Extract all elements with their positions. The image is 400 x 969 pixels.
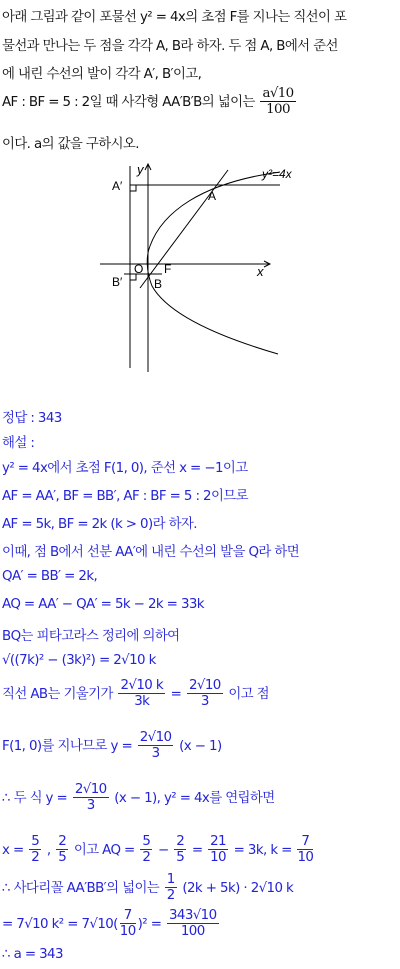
step-12-frac-3-den: 2: [142, 850, 151, 866]
step-12-frac-4-den: 5: [176, 850, 185, 866]
step-12-c: 이고 AQ =: [73, 842, 135, 858]
step-12-frac-1-num: 5: [31, 834, 40, 849]
step-6: AQ = AA′ − QA′ = 5k − 2k = 33k: [2, 597, 204, 612]
ratio-condition: AF : BF = 5 : 2일 때 사각형 AA′B′B의 넓이는: [2, 94, 255, 110]
step-11: [2, 782, 275, 814]
step-12-frac-5-num: 21: [210, 834, 226, 849]
step-11-text: ∴ 두 식 y =: [2, 790, 68, 806]
step-11-fraction: [73, 782, 109, 814]
question-line-1: 아래 그림과 같이 포물선 y² = 4x의 초점 F를 지나는 직선이 포: [2, 10, 347, 25]
step-2: AF = AA′, BF = BB′, AF : BF = 5 : 2이므로: [2, 489, 248, 504]
step-12-frac-6: [297, 834, 313, 866]
step-14-frac-1-den: 10: [119, 924, 136, 940]
step-9-tail: 이고 점: [228, 686, 270, 702]
step-10-fraction: [138, 730, 174, 762]
question-line-5: 이다. a의 값을 구하시오.: [2, 137, 139, 152]
step-8: √((7k)² − (3k)²) = 2√10 k: [2, 653, 156, 668]
point-a-label: A: [208, 189, 217, 203]
step-9-equals: =: [170, 686, 182, 702]
step-12-a: x =: [2, 842, 24, 858]
slope-fraction-1-den: 3k: [134, 694, 150, 710]
step-12-frac-3: [140, 834, 152, 866]
right-angle-mark-a: [130, 185, 136, 191]
step-12-frac-6-num: 7: [297, 834, 313, 850]
step-13-tail: (2k + 5k) · 2√10 k: [182, 880, 294, 896]
curve-label: y²=4x: [262, 167, 292, 181]
point-b-prime-label: B′: [112, 275, 123, 289]
step-12-frac-5: [208, 834, 228, 866]
step-15: ∴ a = 343: [2, 947, 63, 962]
parabola-figure: [100, 158, 310, 374]
step-11-fraction-den: 3: [86, 798, 95, 814]
step-12-b: ,: [46, 842, 51, 858]
area-fraction-denominator: 100: [266, 102, 290, 118]
step-13-fraction-den: 2: [166, 888, 175, 904]
step-14-frac-2: [167, 908, 219, 940]
step-12-frac-1: [29, 834, 41, 866]
point-b-label: B: [154, 277, 163, 291]
step-9-text: 직선 AB는 기울기가: [2, 686, 113, 702]
step-12: [2, 834, 315, 866]
step-14-open-paren: (: [113, 916, 118, 932]
step-10-text: F(1, 0)를 지나므로 y =: [2, 738, 133, 754]
step-11-fraction-num: 2√10: [74, 782, 107, 797]
step-1: y² = 4x에서 초점 F(1, 0), 준선 x = −1이고: [2, 461, 248, 476]
step-12-frac-1-den: 2: [31, 850, 40, 866]
slope-fraction-1: [118, 678, 165, 710]
step-14-close-paren: ): [137, 916, 143, 932]
step-12-f: = 3k, k =: [233, 842, 292, 858]
question-line-4: [2, 86, 298, 118]
step-12-frac-5-den: 10: [210, 850, 226, 866]
step-9: [2, 678, 269, 710]
step-14-a: = 7√10 k² = 7√10: [2, 916, 114, 932]
step-12-frac-2: [56, 834, 68, 866]
step-14: [2, 908, 221, 940]
step-12-frac-4: [174, 834, 186, 866]
step-14-frac-2-den: 100: [180, 924, 205, 940]
origin-label: O: [134, 262, 144, 276]
step-10-fraction-den: 3: [151, 746, 160, 762]
step-10-tail: (x − 1): [179, 738, 222, 754]
explanation-label: 해설 :: [2, 436, 35, 451]
slope-fraction-2: [187, 678, 223, 710]
step-10: [2, 730, 222, 762]
step-12-e: =: [191, 842, 203, 858]
step-7: BQ는 피타고라스 정리에 의하여: [2, 629, 180, 644]
step-12-frac-6-den: 10: [297, 850, 314, 866]
area-fraction-numerator: a√10: [262, 86, 294, 101]
step-14-frac-1-num: 7: [120, 908, 136, 924]
y-axis-label: y: [137, 162, 144, 177]
question-line-2: 물선과 만나는 두 점을 각각 A, B라 하자. 두 점 A, B에서 준선: [2, 39, 338, 54]
step-10-fraction-num: 2√10: [139, 730, 172, 745]
slope-fraction-2-den: 3: [200, 694, 209, 710]
step-12-frac-2-num: 2: [58, 834, 67, 849]
step-11-tail: (x − 1), y² = 4x를 연립하면: [114, 790, 275, 806]
question-line-3: 에 내린 수선의 발이 각각 A′, B′이고,: [2, 67, 202, 82]
step-13-fraction-num: 1: [166, 872, 175, 887]
step-12-frac-3-num: 5: [142, 834, 151, 849]
step-5: QA′ = BB′ = 2k,: [2, 569, 98, 584]
x-axis-label: x: [257, 264, 264, 279]
point-a-prime-label: A′: [112, 179, 123, 193]
step-12-d: −: [157, 842, 169, 858]
step-14-frac-2-num: 343√10: [168, 908, 217, 923]
step-14-frac-1: [120, 908, 136, 940]
area-fraction: [260, 86, 295, 118]
step-12-frac-4-num: 2: [176, 834, 185, 849]
step-13-fraction: [165, 872, 177, 904]
step-4: 이때, 점 B에서 선분 AA′에 내린 수선의 발을 Q라 하면: [2, 545, 300, 560]
focus-label: F: [164, 262, 172, 276]
answer-label: 정답 : 343: [2, 411, 62, 426]
step-3: AF = 5k, BF = 2k (k > 0)라 하자.: [2, 517, 197, 532]
step-13-text: ∴ 사다리꼴 AA′BB′의 넓이는: [2, 880, 160, 896]
line-ab: [140, 170, 228, 288]
step-13: [2, 872, 293, 904]
slope-fraction-1-num: 2√10 k: [120, 678, 163, 693]
step-12-frac-2-den: 5: [58, 850, 67, 866]
step-14-b: ² =: [142, 916, 162, 932]
slope-fraction-2-num: 2√10: [188, 678, 221, 693]
